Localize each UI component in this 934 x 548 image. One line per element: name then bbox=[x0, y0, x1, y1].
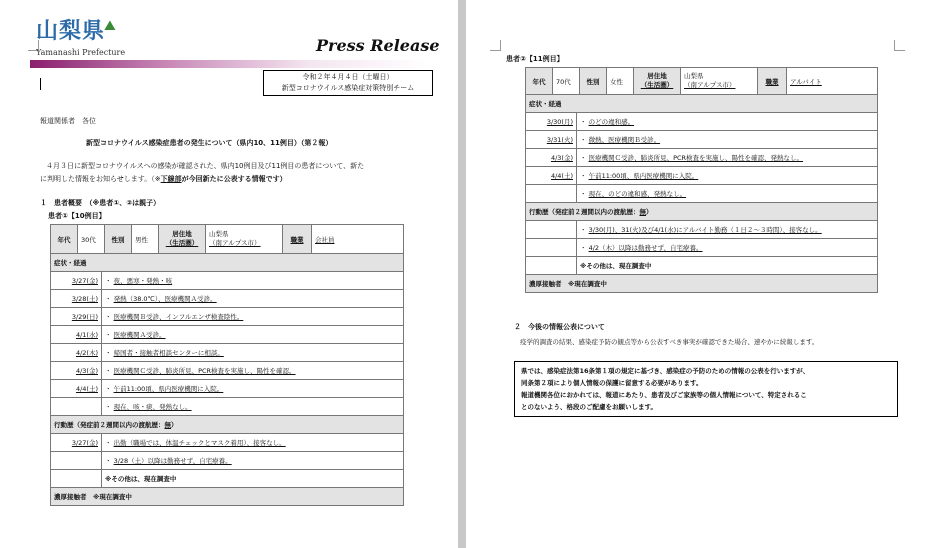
residence-label-2: （生活圏） bbox=[165, 239, 199, 247]
margin-mark bbox=[894, 40, 905, 51]
empty-cell bbox=[51, 470, 102, 488]
symptoms-header-cell bbox=[51, 254, 404, 272]
entry-date-text: 4/3(金) bbox=[550, 154, 573, 162]
entry-text-value: 3/30(月)、31(火)及び4/1(水)にアルバイト勤務（１日２～３時間）、接客なし。 bbox=[588, 226, 822, 234]
bullet-icon: ・ bbox=[580, 154, 589, 162]
headline: 新型コロナウイルス感染症患者の発生について（県内10、11例目）（第２報） bbox=[86, 139, 333, 147]
entry-date bbox=[526, 239, 577, 257]
entry-date bbox=[526, 167, 577, 185]
symptom-row bbox=[51, 398, 404, 416]
entry-text-value: 現在、咳・痰、発熱なし。 bbox=[113, 403, 192, 411]
activity-row bbox=[51, 452, 404, 470]
prefecture-logo-kanji: 山梨県 bbox=[36, 18, 106, 44]
date-box bbox=[263, 70, 433, 96]
bullet-icon: ・ bbox=[105, 457, 114, 465]
entry-date bbox=[51, 308, 102, 326]
entry-text bbox=[577, 239, 878, 257]
patient-1-history-table bbox=[50, 253, 404, 506]
entry-text-value: 発熱（38.0℃）、医療機関Ａ受診。 bbox=[113, 295, 217, 303]
residence-value-2: （南アルプス市） bbox=[209, 239, 261, 247]
entry-date-text: 4/3(金) bbox=[75, 367, 98, 375]
symptom-row bbox=[51, 308, 404, 326]
job-value-text: 会社員 bbox=[315, 235, 335, 244]
intro-text-b: 下線部 bbox=[160, 175, 182, 183]
activity-header-cell bbox=[526, 203, 878, 221]
prefecture-logo-sub: Yamanashi Prefecture bbox=[36, 48, 126, 57]
bullet-icon: ・ bbox=[105, 331, 114, 339]
symptom-row bbox=[526, 149, 878, 167]
entry-text-value: 帰国者・接触者相談センターに相談。 bbox=[113, 349, 224, 357]
residence-label bbox=[159, 225, 206, 254]
contacts-label: 濃厚接触者 bbox=[54, 493, 87, 501]
entry-text bbox=[577, 221, 878, 239]
entry-text-value: 3/28（土）以降は勤務せず、自宅療養。 bbox=[113, 457, 232, 465]
entry-text bbox=[102, 362, 404, 380]
intro-line-2 bbox=[40, 174, 287, 184]
symptoms-header-cell bbox=[526, 95, 878, 113]
entry-date bbox=[51, 398, 102, 416]
entry-date-text: 3/31(火) bbox=[546, 136, 573, 144]
bullet-icon: ・ bbox=[580, 244, 589, 252]
entry-date bbox=[51, 380, 102, 398]
intro-text-c: が今回新たに公表する情報です） bbox=[181, 175, 287, 183]
bullet-icon: ・ bbox=[580, 226, 589, 234]
job-label-text: 職業 bbox=[290, 235, 304, 244]
activity-header bbox=[526, 203, 878, 221]
entry-date bbox=[51, 326, 102, 344]
entry-date-text: 4/4(土) bbox=[75, 385, 98, 393]
contacts-cell bbox=[51, 488, 404, 506]
entry-text-value: 医療機関Ｃ受診、肺炎所見、PCR検査を実施し、陽性を確認、発熱なし。 bbox=[588, 154, 804, 162]
age-label: 年代 bbox=[51, 225, 78, 254]
activity-row bbox=[51, 434, 404, 452]
entry-date bbox=[51, 290, 102, 308]
contacts-value: ※現在調査中 bbox=[93, 493, 132, 501]
residence-label-1: 居住地 bbox=[172, 230, 192, 238]
symptom-row bbox=[51, 326, 404, 344]
bullet-icon: ・ bbox=[105, 403, 114, 411]
entry-date-text: 3/27(金) bbox=[71, 277, 98, 285]
sex-value: 女性 bbox=[607, 68, 634, 95]
entry-text-value: 医療機関Ａ受診。 bbox=[113, 331, 166, 339]
document-page-1 bbox=[0, 0, 458, 548]
residence-value-2: （南アルプス市） bbox=[684, 81, 736, 89]
symptom-row bbox=[526, 131, 878, 149]
margin-mark bbox=[490, 40, 501, 51]
bullet-icon: ・ bbox=[580, 136, 589, 144]
entry-date bbox=[51, 452, 102, 470]
age-label: 年代 bbox=[526, 68, 553, 95]
addressee: 報道関係者 各位 bbox=[40, 117, 96, 125]
activity-header bbox=[51, 416, 404, 434]
entry-text-value: 出勤（職場では、体温チェックとマスク着用）、接客なし。 bbox=[113, 439, 286, 447]
entry-date-text: 4/1(水) bbox=[75, 331, 98, 339]
job-value bbox=[312, 225, 404, 254]
entry-date-text: 4/4(土) bbox=[550, 172, 573, 180]
symptoms-header bbox=[51, 254, 404, 272]
residence-label bbox=[634, 68, 681, 95]
section-2-body: 疫学的調査の結果、感染症予防の観点等から公表すべき事実が確認できた場合、速やかに続報します。 bbox=[520, 338, 819, 346]
entry-date bbox=[526, 131, 577, 149]
job-label-text: 職業 bbox=[765, 77, 779, 86]
age-value: 30代 bbox=[78, 225, 105, 254]
symptom-row bbox=[51, 362, 404, 380]
entry-text bbox=[102, 434, 404, 452]
press-release-title: Press Release bbox=[316, 36, 440, 55]
patient-1-profile-table bbox=[50, 224, 404, 254]
entry-date bbox=[526, 221, 577, 239]
section-2-title: ２ 今後の情報公表について bbox=[514, 323, 605, 331]
activity-header-cell bbox=[51, 416, 404, 434]
job-value bbox=[787, 68, 878, 95]
profile-row bbox=[526, 68, 878, 95]
text-cursor[interactable] bbox=[40, 78, 41, 90]
document-page-2 bbox=[466, 0, 934, 548]
activity-row bbox=[526, 239, 878, 257]
activity-note-row bbox=[526, 257, 878, 275]
entry-text-value: 微熱、医療機関Ｂ受診。 bbox=[588, 136, 661, 144]
team-line: 新型コロナウイルス感染症対策特別チーム bbox=[281, 84, 415, 92]
contacts-value: ※現在調査中 bbox=[568, 280, 607, 288]
entry-date-text: 4/2(木) bbox=[75, 349, 98, 357]
intro-text-a: に判明した情報をお知らせします。（※ bbox=[40, 175, 161, 183]
profile-row bbox=[51, 225, 404, 254]
entry-date bbox=[51, 434, 102, 452]
entry-text-value: 医療機関Ｂ受診、インフルエンザ検査陰性。 bbox=[113, 313, 244, 321]
bullet-icon: ・ bbox=[105, 367, 114, 375]
notice-line-1: 県では、感染症法第16条第１項の規定に基づき、感染症の予防のための情報の公表を行いますが、 bbox=[521, 367, 810, 375]
notice-line-4: とのないよう、格段のご配慮をお願いします。 bbox=[521, 403, 657, 411]
patient-2-history-table bbox=[525, 94, 878, 293]
entry-text-value: 午前11:00頃、県内医療機関に入院。 bbox=[113, 385, 224, 393]
bullet-icon: ・ bbox=[580, 118, 589, 126]
symptom-row bbox=[526, 113, 878, 131]
activity-header-text: ） bbox=[171, 421, 178, 429]
entry-date-text: 3/27(金) bbox=[71, 439, 98, 447]
entry-text-value: 4/2（木）以降は勤務せず、自宅療養。 bbox=[588, 244, 703, 252]
symptoms-header-text: 症状・経過 bbox=[529, 100, 562, 108]
job-label bbox=[283, 225, 312, 254]
entry-text-value: 午前11:00頃、県内医療機関に入院。 bbox=[588, 172, 699, 180]
entry-text bbox=[102, 272, 404, 290]
activity-note: ※その他は、現在調査中 bbox=[102, 470, 404, 488]
entry-text bbox=[577, 113, 878, 131]
symptom-row bbox=[51, 290, 404, 308]
bullet-icon: ・ bbox=[580, 172, 589, 180]
residence-value bbox=[206, 225, 283, 254]
mountain-logo-icon: ⛰ bbox=[104, 18, 116, 34]
contacts-row bbox=[51, 488, 404, 506]
activity-header-text: 行動歴（発症前２週間以内の渡航歴： bbox=[54, 421, 165, 429]
entry-text-value: 夜、悪寒・発熱・咳 bbox=[113, 277, 173, 285]
empty-cell bbox=[526, 257, 577, 275]
notice-line-2: 同条第２項により個人情報の保護に留意する必要があります。 bbox=[521, 379, 703, 387]
bullet-icon: ・ bbox=[580, 190, 589, 198]
contacts-row bbox=[526, 275, 878, 293]
bullet-icon: ・ bbox=[105, 313, 114, 321]
entry-text bbox=[102, 380, 404, 398]
job-label bbox=[758, 68, 787, 95]
residence-label-1: 居住地 bbox=[647, 72, 667, 80]
patient-1-label: 患者①【10例目】 bbox=[48, 212, 106, 220]
entry-date bbox=[51, 272, 102, 290]
activity-note: ※その他は、現在調査中 bbox=[577, 257, 878, 275]
symptom-row bbox=[51, 344, 404, 362]
entry-text bbox=[102, 290, 404, 308]
sex-value: 男性 bbox=[132, 225, 159, 254]
entry-text bbox=[102, 452, 404, 470]
entry-date-text: 3/28(土) bbox=[71, 295, 98, 303]
sex-label: 性別 bbox=[105, 225, 132, 254]
entry-text bbox=[577, 167, 878, 185]
entry-date bbox=[51, 344, 102, 362]
intro-line-1: ４月３日に新型コロナウイルスへの感染が確認された、県内10例目及び11例目の患者について、新た bbox=[46, 162, 365, 170]
entry-text bbox=[577, 149, 878, 167]
bullet-icon: ・ bbox=[105, 385, 114, 393]
entry-text bbox=[102, 308, 404, 326]
symptoms-header-text: 症状・経過 bbox=[54, 259, 87, 267]
notice-line-3: 報道機関各位におかれては、報道にあたり、患者及びご家族等の個人情報について、特定されるこ bbox=[521, 391, 807, 399]
entry-text bbox=[102, 326, 404, 344]
entry-date bbox=[526, 185, 577, 203]
activity-header-text: 無 bbox=[639, 208, 646, 216]
patient-2-label: 患者②【11例目】 bbox=[506, 55, 564, 63]
residence-label-2: （生活圏） bbox=[640, 81, 674, 89]
entry-date-text: 3/29(日) bbox=[71, 313, 98, 321]
bullet-icon: ・ bbox=[105, 439, 114, 447]
activity-note-row bbox=[51, 470, 404, 488]
residence-value-1: 山梨県 bbox=[684, 72, 704, 80]
symptom-row bbox=[526, 185, 878, 203]
symptom-row bbox=[526, 167, 878, 185]
entry-date bbox=[51, 362, 102, 380]
entry-text bbox=[102, 398, 404, 416]
symptom-row bbox=[51, 272, 404, 290]
entry-text-value: のどの違和感。 bbox=[588, 118, 635, 126]
job-value-text: アルバイト bbox=[790, 77, 822, 86]
entry-text bbox=[577, 131, 878, 149]
symptom-row bbox=[51, 380, 404, 398]
logo-gradient-bar bbox=[30, 60, 430, 68]
entry-text bbox=[102, 344, 404, 362]
bullet-icon: ・ bbox=[105, 349, 114, 357]
residence-value-1: 山梨県 bbox=[209, 230, 229, 238]
entry-text-value: 医療機関Ｃ受診、肺炎所見、PCR検査を実施し、陽性を確認。 bbox=[113, 367, 296, 375]
entry-date-text: 3/30(月) bbox=[546, 118, 573, 126]
age-value: 70代 bbox=[553, 68, 580, 95]
entry-date bbox=[526, 113, 577, 131]
bullet-icon: ・ bbox=[105, 295, 114, 303]
contacts-label: 濃厚接触者 bbox=[529, 280, 562, 288]
entry-text bbox=[577, 185, 878, 203]
patient-2-profile-table bbox=[525, 67, 878, 95]
entry-text-value: 現在、のどの違和感、発熱なし。 bbox=[588, 190, 687, 198]
residence-value bbox=[681, 68, 758, 95]
privacy-notice-box bbox=[514, 361, 898, 417]
date-line: 令和２年４月４日（土曜日） bbox=[302, 73, 394, 81]
activity-header-text: 行動歴（発症前２週間以内の渡航歴： bbox=[529, 208, 640, 216]
entry-date bbox=[526, 149, 577, 167]
bullet-icon: ・ bbox=[105, 277, 114, 285]
sex-label: 性別 bbox=[580, 68, 607, 95]
activity-header-text: ） bbox=[646, 208, 653, 216]
section-1-title: １ 患者概要 （※患者①、②は親子） bbox=[40, 199, 161, 207]
activity-header-text: 無 bbox=[164, 421, 171, 429]
contacts-cell bbox=[526, 275, 878, 293]
activity-row bbox=[526, 221, 878, 239]
symptoms-header bbox=[526, 95, 878, 113]
